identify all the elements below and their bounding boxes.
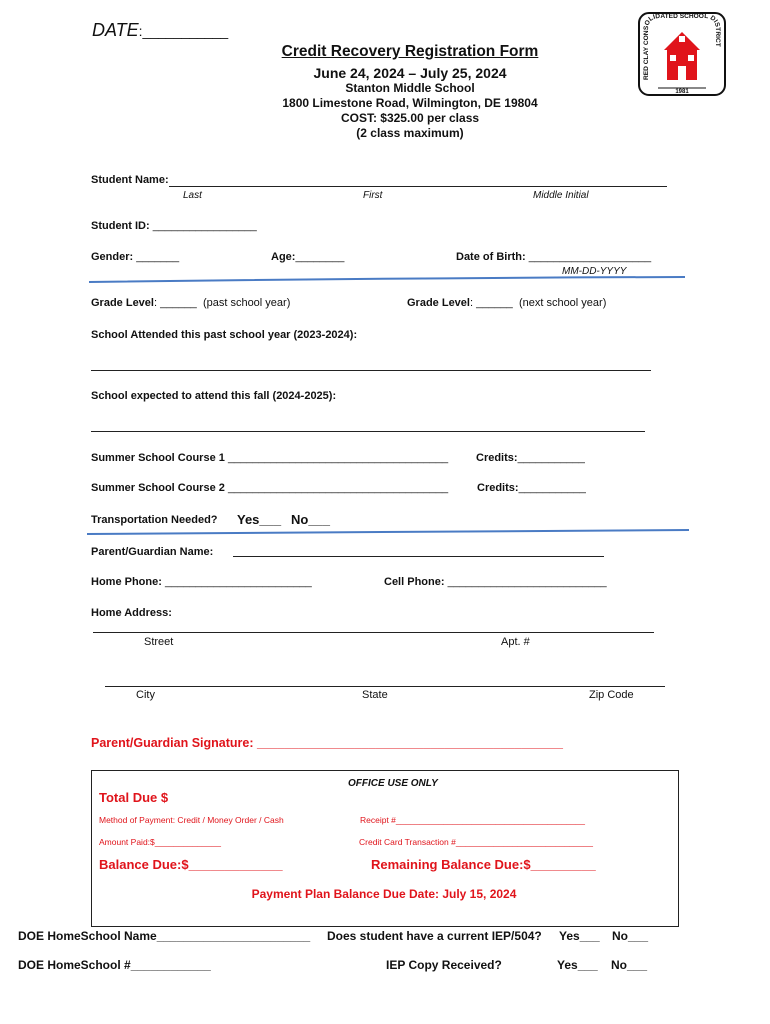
school-address: 1800 Limestone Road, Wilmington, DE 19804 — [282, 96, 538, 110]
gender-row[interactable]: Gender: _______ — [91, 251, 180, 263]
first-caption: First — [363, 190, 383, 201]
section-divider — [88, 276, 688, 284]
grade-next-row[interactable]: Grade Level: ______ (next school year) — [407, 297, 607, 309]
apt-caption: Apt. # — [501, 636, 530, 648]
copy-yes[interactable]: Yes___ — [557, 958, 598, 972]
svg-text:1981: 1981 — [675, 89, 689, 95]
payment-method[interactable]: Method of Payment: Credit / Money Order / Cash — [99, 815, 284, 825]
transport-label: Transportation Needed? — [91, 514, 218, 526]
school-name: Stanton Middle School — [345, 81, 475, 95]
office-use-box — [91, 770, 679, 927]
student-name-field[interactable] — [169, 186, 667, 187]
grade-past-row[interactable]: Grade Level: ______ (past school year) — [91, 297, 291, 309]
state-caption: State — [362, 689, 388, 701]
iep-question: Does student have a current IEP/504? — [327, 929, 542, 943]
city-state-zip-field[interactable] — [105, 686, 665, 687]
next-school-label: School expected to attend this fall (2024-2025): — [91, 390, 337, 402]
street-caption: Street — [144, 636, 174, 648]
svg-text:RED CLAY CONSOLIDATED SCHOOL D: RED CLAY CONSOLIDATED SCHOOL DISTRICT — [642, 12, 722, 80]
street-field[interactable] — [93, 632, 654, 633]
past-school-field[interactable] — [91, 370, 651, 371]
course2-row[interactable]: Summer School Course 2 ____________________________________ — [91, 482, 449, 494]
date-label: DATE:___________ — [92, 20, 229, 40]
receipt-number[interactable]: Receipt #________________________________________ — [360, 815, 586, 825]
next-school-field[interactable] — [91, 431, 645, 432]
signature-row[interactable]: Parent/Guardian Signature: ____________________________________________ — [91, 736, 563, 750]
student-id-row[interactable]: Student ID: _________________ — [91, 220, 257, 232]
city-caption: City — [136, 689, 155, 701]
cc-transaction[interactable]: Credit Card Transaction #_____________________________ — [359, 837, 593, 847]
total-due[interactable]: Total Due $ — [99, 790, 169, 805]
remaining-balance[interactable]: Remaining Balance Due:$_________ — [371, 857, 596, 872]
district-logo — [636, 10, 728, 98]
home-phone-row[interactable]: Home Phone: ________________________ — [91, 576, 312, 588]
balance-due[interactable]: Balance Due:$_____________ — [99, 857, 283, 872]
parent-name-field[interactable] — [233, 556, 604, 557]
credits1-row[interactable]: Credits:___________ — [476, 452, 585, 464]
dob-row[interactable]: Date of Birth: ____________________ — [456, 251, 652, 263]
home-address-label: Home Address: — [91, 607, 172, 619]
transport-no[interactable]: No___ — [291, 512, 331, 527]
dob-format: MM-DD-YYYY — [562, 266, 627, 277]
copy-no[interactable]: No___ — [611, 958, 648, 972]
course1-row[interactable]: Summer School Course 1 ____________________________________ — [91, 452, 449, 464]
iep-no[interactable]: No___ — [612, 929, 649, 943]
student-name-label: Student Name: — [91, 174, 169, 186]
credits2-row[interactable]: Credits:___________ — [477, 482, 586, 494]
iep-copy-label: IEP Copy Received? — [386, 958, 502, 972]
form-title: Credit Recovery Registration Form — [281, 43, 539, 60]
doe-homeschool-number[interactable]: DOE HomeSchool #____________ — [18, 958, 211, 972]
office-use-heading: OFFICE USE ONLY — [348, 778, 438, 789]
transport-yes[interactable]: Yes___ — [237, 512, 282, 527]
cost: COST: $325.00 per class — [340, 111, 480, 125]
payment-plan-date: Payment Plan Balance Due Date: July 15, 2024 — [251, 887, 517, 901]
session-dates: June 24, 2024 – July 25, 2024 — [313, 65, 507, 81]
past-school-label: School Attended this past school year (2023-2024): — [91, 329, 358, 341]
zip-caption: Zip Code — [589, 689, 634, 701]
parent-name-label: Parent/Guardian Name: — [91, 546, 214, 558]
doe-homeschool-name[interactable]: DOE HomeSchool Name_______________________ — [18, 929, 311, 943]
age-row[interactable]: Age:________ — [271, 251, 345, 263]
iep-yes[interactable]: Yes___ — [559, 929, 600, 943]
class-max: (2 class maximum) — [356, 126, 464, 140]
cell-phone-row[interactable]: Cell Phone: __________________________ — [384, 576, 607, 588]
middle-caption: Middle Initial — [533, 190, 589, 201]
last-caption: Last — [183, 190, 202, 201]
amount-paid[interactable]: Amount Paid:$______________ — [99, 837, 221, 847]
section-divider — [86, 528, 692, 536]
